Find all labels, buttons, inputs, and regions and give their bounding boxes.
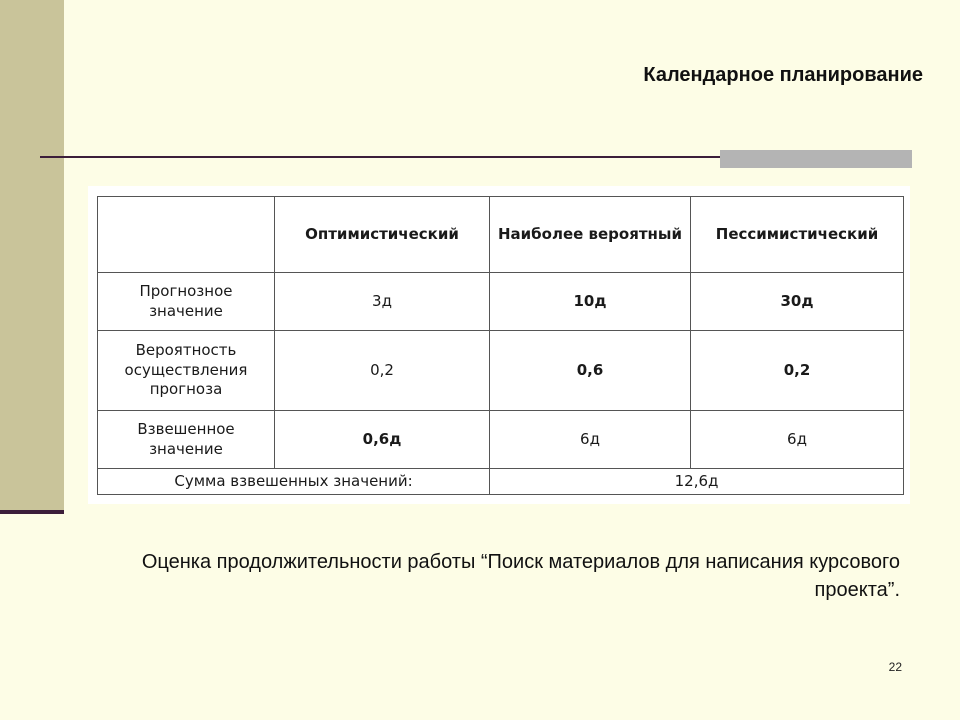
table-cell: 0,6 [490,331,691,411]
side-band-line [0,510,64,514]
header-cell-empty [98,197,275,273]
table-cell: 10д [490,273,691,331]
page-number: 22 [888,660,902,674]
table-cell: 0,2 [691,331,904,411]
table-header-row [98,197,904,273]
header-pessimistic: Пессимистический [691,197,904,273]
table-cell: 30д [691,273,904,331]
table-row [98,411,904,469]
table-sum-row [98,469,904,495]
row-label: Вероятность осуществления прогноза [98,331,275,411]
row-label: Прогнозное значение [98,273,275,331]
row-label: Взвешенное значение [98,411,275,469]
header-optimistic: Оптимистический [275,197,490,273]
table-cell: 6д [490,411,691,469]
header-most-likely: Наиболее вероятный [490,197,691,273]
side-band [0,0,64,512]
table-cell: 6д [691,411,904,469]
estimate-table [97,196,904,495]
slide-title: Календарное планирование [643,64,923,86]
slide-caption: Оценка продолжительности работы “Поиск материалов для написания курсового проекта”. [141,551,900,601]
table-cell: 3д [275,273,490,331]
table-row [98,331,904,411]
table-row [98,273,904,331]
divider-accent [720,150,912,168]
table-cell: 0,2 [275,331,490,411]
sum-value: 12,6д [490,469,904,495]
sum-label: Сумма взвешенных значений: [98,469,490,495]
table-cell: 0,6д [275,411,490,469]
